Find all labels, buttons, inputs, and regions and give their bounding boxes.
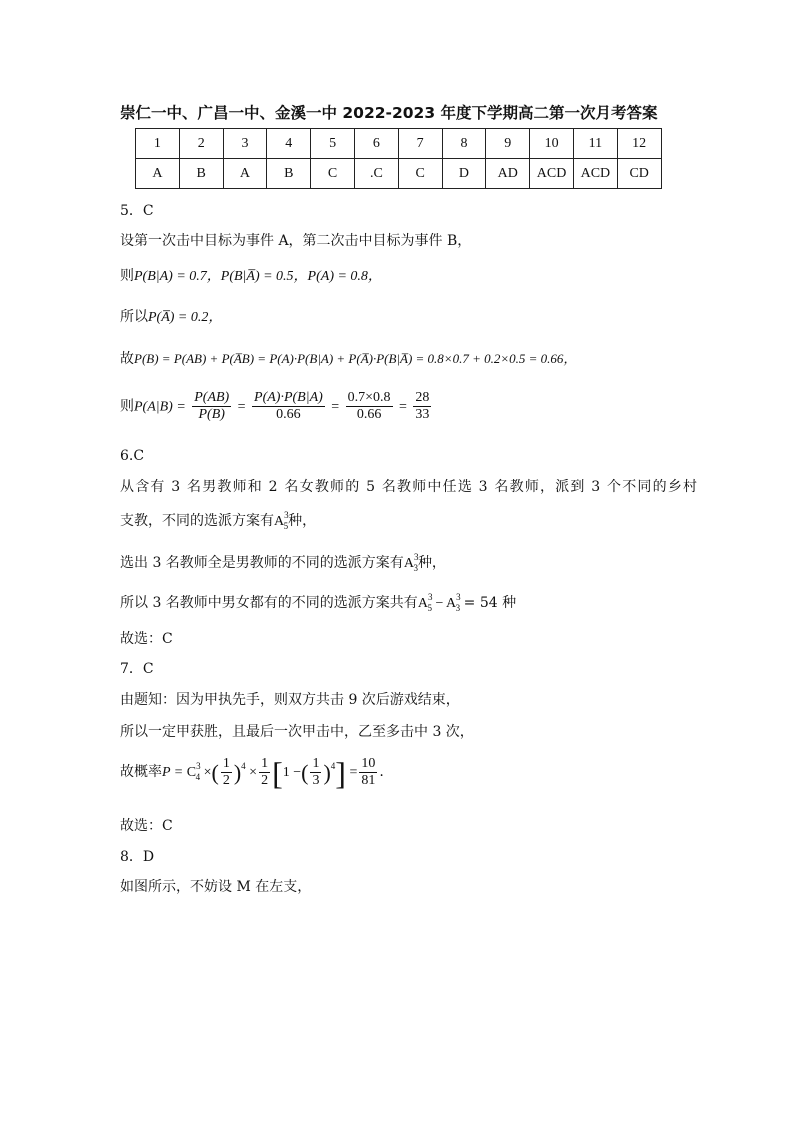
answer-table-answer-row [136,159,662,189]
numerator: 10 [361,755,376,771]
q5-line-3 [120,306,222,326]
formula: $A^3_5 - A^3_3$ [417,592,461,613]
table-cell: 8 [442,129,486,159]
q6-line-2 [120,510,316,531]
q7-line-2: 所以一定甲获胜，且最后一次甲击中，乙至多击中 3 次， [120,724,474,740]
denominator: 81 [361,772,376,788]
q5-line-1: 设第一次击中目标为事件 A，第二次击中目标为事件 B， [120,233,472,249]
table-cell: A [223,159,267,189]
table-cell: C [398,159,442,189]
q6-line-5: 故选：C [120,631,173,647]
q7-line-3: 故概率$P = C^3_4$ ×( $\frac{1}{2}$ )$^4$ × $\frac{1}{2}$ [1 −( $\frac{1}{3}$ )$^4$] = $\frac{10}{81}$ . [120,755,384,791]
formula: P(B) = P(AB) + P(A̅B) = P(A)·P(B|A) + P(A̅)·P(B|A̅) = 0.8×0.7 + 0.2×0.5 = 0.66， [134,351,577,366]
table-cell: 9 [486,129,530,159]
text: 支教，不同的选派方案有 [120,513,274,529]
numerator: P(A)·P(B|A) [254,390,323,405]
numerator: 0.7×0.8 [347,390,391,405]
table-cell: B [267,159,311,189]
text: 故 [120,351,134,367]
formula: $A^3_5$ [274,510,289,531]
denominator: 0.66 [276,407,301,422]
fraction [192,390,231,423]
table-cell: CD [617,159,661,189]
equals-sign: = [237,399,246,415]
text: 所以 [120,309,148,325]
table-cell: B [179,159,223,189]
table-cell: 7 [398,129,442,159]
table-cell: 6 [354,129,398,159]
q6-heading: 6.C [120,448,145,464]
q6-line-1: 从含有 3 名男教师和 2 名女教师的 5 名教师中任选 3 名教师，派到 3 个不同的乡村 [120,479,699,495]
table-cell: 1 [136,129,180,159]
text: 则 [120,398,134,415]
q5-line-5 [120,390,433,423]
denominator: P(B) [198,407,225,422]
formula-lhs: P(A|B) = [134,399,186,415]
equals-sign: = [398,399,407,415]
text: 所以 3 名教师中男女都有的不同的选派方案共有 [120,595,418,611]
table-cell: 10 [530,129,574,159]
denominator: 33 [415,407,430,422]
q8-line-1: 如图所示，不妨设 M 在左支， [120,879,312,895]
q7-line-4: 故选：C [120,818,173,834]
text: 种， [417,555,446,571]
q7-heading: 7．C [120,661,154,677]
equals-sign: = [331,399,340,415]
q5-line-2 [120,265,382,285]
formula: P(A̅) = 0.2， [148,310,223,325]
q8-heading: 8．D [120,849,155,865]
table-cell: 11 [573,129,617,159]
numerator: 28 [415,390,430,405]
q7-line-1: 由题知：因为甲执先手，则双方共击 9 次后游戏结束， [120,692,460,708]
table-cell: AD [486,159,530,189]
text: 故概率 [120,764,162,780]
table-cell: 12 [617,129,661,159]
table-cell: C [311,159,355,189]
numerator: P(AB) [194,390,230,405]
answer-table [135,128,662,189]
denominator: 0.66 [356,407,382,422]
table-cell: 5 [311,129,355,159]
q6-line-3 [120,552,446,573]
text: 种， [288,513,317,529]
answer-table-number-row [136,129,662,159]
fraction [346,390,393,423]
fraction [413,390,431,423]
table-cell: ACD [530,159,574,189]
formula: $A^3_3$ [403,552,419,573]
table-cell: .C [354,159,398,189]
text: = 54 种 [463,595,517,611]
table-cell: 2 [179,129,223,159]
page-title: 崇仁一中、广昌一中、金溪一中 2022-2023 年度下学期高二第一次月考答案 [120,104,658,122]
table-cell: A [136,159,180,189]
table-cell: D [442,159,486,189]
table-cell: 4 [267,129,311,159]
q6-line-4 [120,592,516,613]
fraction [359,756,377,789]
q5-heading: 5．C [120,203,154,219]
formula: P(B|A) = 0.7，P(B|A̅) = 0.5，P(A) = 0.8， [134,269,382,284]
formula: $P = C^3_4$ ×( $\frac{1}{2}$ )$^4$ × $\frac{1}{2}$ [1 −( $\frac{1}{3}$ )$^4$] = [162,755,358,791]
q5-line-4 [120,348,576,368]
fraction [252,390,325,423]
text: 选出 3 名教师全是男教师的不同的选派方案有 [120,555,404,571]
table-cell: ACD [573,159,617,189]
text: 则 [120,268,134,284]
table-cell: 3 [223,129,267,159]
